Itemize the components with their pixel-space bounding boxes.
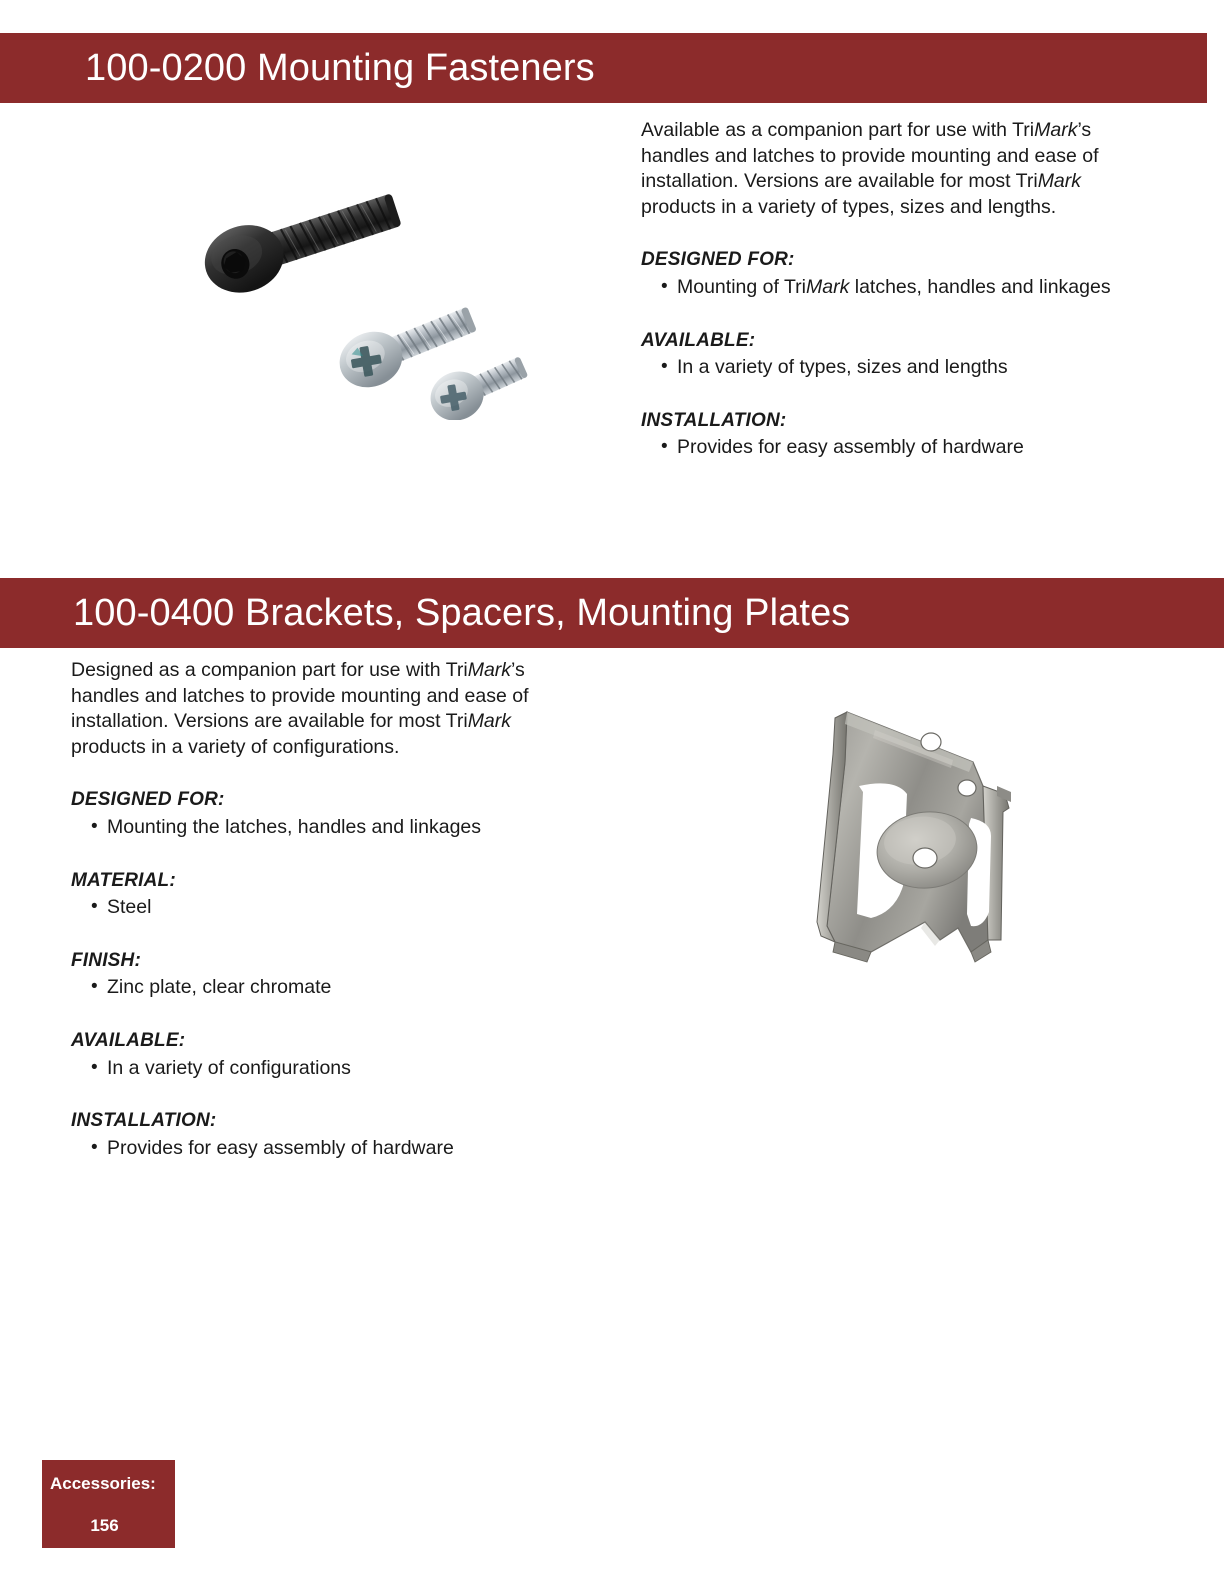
spec-group-available [71,1028,571,1081]
list-item: • Steel [71,895,571,921]
spec-heading: AVAILABLE: [71,1029,186,1051]
spec-heading: DESIGNED FOR: [641,249,795,271]
spec-group-designed-for [641,247,1141,300]
product-image-mounting-fasteners [150,120,550,420]
list-item: • Provides for easy assembly of hardware [641,435,1141,461]
spec-bullet-list [71,1056,571,1082]
spec-bullet-list [641,275,1141,301]
spec-group-designed-for [71,787,571,840]
section-title: 100-0200 Mounting Fasteners [85,46,595,89]
page-number: 156 [90,1516,119,1535]
spec-bullet-list [71,815,571,841]
intro-paragraph: Available as a companion part for use with TriMark’s handles and latches to provide mounting and ease of installation. Versions are available for most TriMark products in a variety of types, sizes and lengths. [641,119,1099,218]
spec-bullet-list [71,895,571,921]
section-banner-mounting-fasteners [0,33,1207,103]
list-item: • In a variety of configurations [71,1056,571,1082]
spec-group-material [71,868,571,921]
list-item: • Zinc plate, clear chromate [71,975,571,1001]
spec-heading: INSTALLATION: [71,1110,217,1132]
spec-group-installation [71,1108,571,1161]
list-item: • In a variety of types, sizes and lengths [641,355,1141,381]
spec-heading: AVAILABLE: [641,329,756,351]
spec-heading: FINISH: [71,949,142,971]
intro-paragraph: Designed as a companion part for use with TriMark’s handles and latches to provide mounting and ease of installation. Versions are available for most TriMark products in a variety of configurations. [71,659,529,758]
section-body-brackets-spacers-mounting-plates [71,658,571,1161]
page-footer-tab [42,1460,175,1548]
section-body-mounting-fasteners [641,118,1141,461]
product-image-mounting-bracket [775,690,1045,970]
list-item: • Provides for easy assembly of hardware [71,1136,571,1162]
screw-black-button-head [196,178,407,303]
page-category-label: Accessories: [50,1474,156,1493]
spec-bullet-list [641,355,1141,381]
spec-bullet-list [71,975,571,1001]
section-title: 100-0400 Brackets, Spacers, Mounting Plates [73,591,851,634]
spec-heading: INSTALLATION: [641,409,787,431]
list-item: • Mounting of TriMark latches, handles and linkages [641,275,1141,301]
spec-group-available [641,328,1141,381]
spec-bullet-list [71,1136,571,1162]
spec-heading: MATERIAL: [71,869,176,891]
spec-bullet-list [641,435,1141,461]
screw-zinc-pan-head-short [423,344,534,420]
spec-group-installation [641,408,1141,461]
spec-heading: DESIGNED FOR: [71,789,225,811]
list-item: • Mounting the latches, handles and linkages [71,815,571,841]
section-banner-brackets-spacers-mounting-plates [0,578,1224,648]
spec-group-finish [71,948,571,1001]
